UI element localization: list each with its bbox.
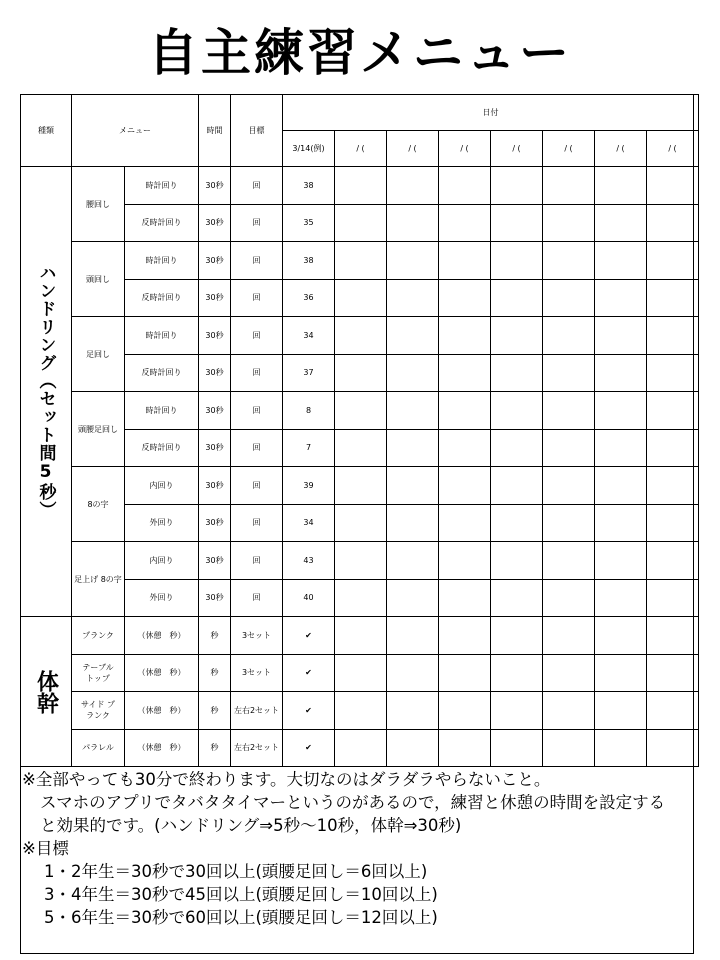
record-cell[interactable] — [335, 654, 387, 692]
exercise-group: 頭回し — [72, 242, 125, 317]
note-line-2: スマホのアプリでタバタタイマーというのがあるので，練習と休憩の時間を設定する — [40, 793, 666, 812]
record-cell[interactable] — [595, 542, 647, 580]
record-cell[interactable] — [491, 354, 543, 392]
header-time: 時間 — [199, 95, 231, 167]
record-cell[interactable] — [387, 504, 439, 542]
record-cell[interactable] — [647, 654, 699, 692]
date-slot-7[interactable]: / ( — [647, 131, 699, 167]
section-core — [21, 617, 72, 767]
record-cell[interactable] — [595, 392, 647, 430]
goal-cell: 回 — [231, 242, 283, 280]
record-cell[interactable] — [439, 354, 491, 392]
record-cell[interactable] — [387, 617, 439, 655]
goal-cell: 回 — [231, 579, 283, 617]
record-cell[interactable] — [491, 654, 543, 692]
record-cell[interactable] — [439, 167, 491, 205]
record-cell[interactable] — [647, 242, 699, 280]
time-cell: 30秒 — [199, 429, 231, 467]
example-cell: 38 — [283, 167, 335, 205]
example-cell: ✔ — [283, 654, 335, 692]
menu-cell: 内回り — [125, 467, 199, 505]
record-cell[interactable] — [335, 317, 387, 355]
record-cell[interactable] — [387, 654, 439, 692]
record-cell[interactable] — [387, 354, 439, 392]
record-cell[interactable] — [335, 167, 387, 205]
exercise-group: 足回し — [72, 317, 125, 392]
record-cell[interactable] — [335, 279, 387, 317]
record-cell[interactable] — [387, 317, 439, 355]
note-line-1: ※全部やっても30分で終わります。大切なのはダラダラやらないこと。 — [22, 770, 551, 789]
record-cell[interactable] — [491, 617, 543, 655]
record-cell[interactable] — [439, 392, 491, 430]
record-cell[interactable] — [647, 392, 699, 430]
goal-cell: 回 — [231, 504, 283, 542]
goal-cell: 3セット — [231, 617, 283, 655]
record-cell[interactable] — [595, 279, 647, 317]
record-cell[interactable] — [491, 429, 543, 467]
record-cell[interactable] — [491, 204, 543, 242]
record-cell[interactable] — [387, 729, 439, 767]
record-cell[interactable] — [595, 242, 647, 280]
date-slot-4[interactable]: / ( — [491, 131, 543, 167]
record-cell[interactable] — [439, 429, 491, 467]
record-cell[interactable] — [439, 317, 491, 355]
record-cell[interactable] — [543, 167, 595, 205]
record-cell[interactable] — [543, 654, 595, 692]
record-cell[interactable] — [543, 429, 595, 467]
goal-cell: 回 — [231, 317, 283, 355]
header-goal: 目標 — [231, 95, 283, 167]
record-cell[interactable] — [491, 542, 543, 580]
date-slot-6[interactable]: / ( — [595, 131, 647, 167]
record-cell[interactable] — [543, 242, 595, 280]
example-cell: 38 — [283, 242, 335, 280]
record-cell[interactable] — [439, 654, 491, 692]
record-cell[interactable] — [647, 467, 699, 505]
record-cell[interactable] — [647, 579, 699, 617]
menu-cell: 時計回り — [125, 167, 199, 205]
record-cell[interactable] — [335, 617, 387, 655]
record-cell[interactable] — [595, 354, 647, 392]
time-cell: 30秒 — [199, 204, 231, 242]
record-cell[interactable] — [647, 429, 699, 467]
goal-cell: 左右2セット — [231, 729, 283, 767]
menu-cell: 時計回り — [125, 392, 199, 430]
record-cell[interactable] — [647, 729, 699, 767]
record-cell[interactable] — [439, 729, 491, 767]
table-row — [21, 317, 699, 355]
goal-cell: 回 — [231, 354, 283, 392]
record-cell[interactable] — [647, 317, 699, 355]
time-cell: 30秒 — [199, 579, 231, 617]
record-cell[interactable] — [595, 654, 647, 692]
example-cell: 35 — [283, 204, 335, 242]
record-cell[interactable] — [543, 579, 595, 617]
menu-cell: 時計回り — [125, 242, 199, 280]
example-cell: ✔ — [283, 729, 335, 767]
date-slot-1[interactable]: / ( — [335, 131, 387, 167]
record-cell[interactable] — [387, 167, 439, 205]
header-type: 種類 — [21, 95, 72, 167]
menu-cell: 外回り — [125, 579, 199, 617]
record-cell[interactable] — [387, 542, 439, 580]
time-cell: 30秒 — [199, 392, 231, 430]
menu-cell: （休憩 秒） — [125, 654, 199, 692]
record-cell[interactable] — [387, 242, 439, 280]
record-cell[interactable] — [647, 692, 699, 730]
table-row — [21, 729, 699, 767]
date-slot-5[interactable]: / ( — [543, 131, 595, 167]
record-cell[interactable] — [335, 542, 387, 580]
record-cell[interactable] — [335, 204, 387, 242]
record-cell[interactable] — [595, 167, 647, 205]
menu-cell: 反時計回り — [125, 279, 199, 317]
time-cell: 秒 — [199, 617, 231, 655]
header-menu: メニュー — [72, 95, 199, 167]
time-cell: 30秒 — [199, 167, 231, 205]
time-cell: 30秒 — [199, 279, 231, 317]
record-cell[interactable] — [595, 204, 647, 242]
record-cell[interactable] — [543, 617, 595, 655]
example-cell: 8 — [283, 392, 335, 430]
record-cell[interactable] — [335, 392, 387, 430]
record-cell[interactable] — [439, 467, 491, 505]
record-cell[interactable] — [647, 204, 699, 242]
time-cell: 秒 — [199, 729, 231, 767]
record-cell[interactable] — [387, 204, 439, 242]
record-cell[interactable] — [439, 579, 491, 617]
goal-cell: 回 — [231, 392, 283, 430]
core-item — [72, 617, 125, 655]
example-cell: ✔ — [283, 692, 335, 730]
example-cell: 40 — [283, 579, 335, 617]
core-item-label: テーブル トップ — [82, 662, 114, 683]
core-item — [72, 729, 125, 767]
record-cell[interactable] — [335, 354, 387, 392]
practice-table — [20, 94, 699, 767]
table-row — [21, 617, 699, 655]
goal-cell: 回 — [231, 542, 283, 580]
record-cell[interactable] — [595, 692, 647, 730]
record-cell[interactable] — [491, 729, 543, 767]
time-cell: 30秒 — [199, 542, 231, 580]
example-cell: 36 — [283, 279, 335, 317]
record-cell[interactable] — [439, 504, 491, 542]
section-handling-label: ハンドリング（セット間5秒） — [35, 264, 56, 519]
menu-cell: （休憩 秒） — [125, 692, 199, 730]
exercise-group: 足上げ 8の字 — [72, 542, 125, 617]
record-cell[interactable] — [491, 467, 543, 505]
table-row — [21, 542, 699, 580]
example-cell: 37 — [283, 354, 335, 392]
note-line-3: と効果的です。(ハンドリング⇒5秒～10秒，体幹⇒30秒) — [40, 816, 462, 835]
section-core-label: 体幹 — [33, 669, 59, 714]
record-cell[interactable] — [335, 504, 387, 542]
date-slot-2[interactable]: / ( — [387, 131, 439, 167]
goal-cell: 回 — [231, 167, 283, 205]
header-date: 日付 — [283, 95, 699, 131]
record-cell[interactable] — [335, 579, 387, 617]
record-cell[interactable] — [543, 542, 595, 580]
record-cell[interactable] — [595, 729, 647, 767]
record-cell[interactable] — [647, 617, 699, 655]
table-row — [21, 242, 699, 280]
note-goal-heading: ※目標 — [22, 839, 69, 858]
menu-cell: 内回り — [125, 542, 199, 580]
notes — [22, 768, 694, 929]
record-cell[interactable] — [335, 429, 387, 467]
record-cell[interactable] — [595, 429, 647, 467]
goal-cell: 回 — [231, 467, 283, 505]
record-cell[interactable] — [491, 504, 543, 542]
table-row — [21, 392, 699, 430]
example-cell: 7 — [283, 429, 335, 467]
record-cell[interactable] — [439, 542, 491, 580]
menu-cell: 反時計回り — [125, 429, 199, 467]
time-cell: 30秒 — [199, 317, 231, 355]
record-cell[interactable] — [543, 692, 595, 730]
table-row — [21, 692, 699, 730]
menu-cell: （休憩 秒） — [125, 729, 199, 767]
record-cell[interactable] — [543, 204, 595, 242]
core-item — [72, 692, 125, 730]
record-cell[interactable] — [491, 392, 543, 430]
example-cell: 39 — [283, 467, 335, 505]
goal-cell: 回 — [231, 279, 283, 317]
menu-cell: 時計回り — [125, 317, 199, 355]
exercise-group: 8の字 — [72, 467, 125, 542]
record-cell[interactable] — [543, 279, 595, 317]
record-cell[interactable] — [491, 692, 543, 730]
date-slot-3[interactable]: / ( — [439, 131, 491, 167]
core-item — [72, 654, 125, 692]
goal-cell: 回 — [231, 429, 283, 467]
record-cell[interactable] — [439, 204, 491, 242]
record-cell[interactable] — [387, 279, 439, 317]
page-title: 自主練習メニュー — [148, 24, 572, 82]
menu-cell: （休憩 秒） — [125, 617, 199, 655]
record-cell[interactable] — [543, 317, 595, 355]
menu-cell: 反時計回り — [125, 204, 199, 242]
time-cell: 30秒 — [199, 354, 231, 392]
record-cell[interactable] — [439, 279, 491, 317]
record-cell[interactable] — [595, 504, 647, 542]
example-cell: 43 — [283, 542, 335, 580]
note-goal-3: 5・6年生＝30秒で60回以上(頭腰足回し＝12回以上) — [44, 908, 438, 927]
exercise-group: 腰回し — [72, 167, 125, 242]
time-cell: 秒 — [199, 654, 231, 692]
record-cell[interactable] — [387, 392, 439, 430]
record-cell[interactable] — [491, 279, 543, 317]
record-cell[interactable] — [543, 729, 595, 767]
record-cell[interactable] — [439, 692, 491, 730]
record-cell[interactable] — [491, 317, 543, 355]
record-cell[interactable] — [595, 317, 647, 355]
table-row — [21, 167, 699, 205]
record-cell[interactable] — [647, 504, 699, 542]
record-cell[interactable] — [595, 579, 647, 617]
record-cell[interactable] — [543, 467, 595, 505]
menu-cell: 外回り — [125, 504, 199, 542]
record-cell[interactable] — [491, 579, 543, 617]
record-cell[interactable] — [439, 242, 491, 280]
header-example-date: 3/14(例) — [283, 131, 335, 167]
record-cell[interactable] — [595, 467, 647, 505]
record-cell[interactable] — [491, 242, 543, 280]
example-cell: 34 — [283, 317, 335, 355]
record-cell[interactable] — [387, 579, 439, 617]
note-goal-2: 3・4年生＝30秒で45回以上(頭腰足回し＝10回以上) — [44, 885, 438, 904]
record-cell[interactable] — [647, 167, 699, 205]
record-cell[interactable] — [387, 467, 439, 505]
record-cell[interactable] — [647, 279, 699, 317]
record-cell[interactable] — [595, 617, 647, 655]
record-cell[interactable] — [335, 692, 387, 730]
record-cell[interactable] — [387, 692, 439, 730]
record-cell[interactable] — [335, 467, 387, 505]
core-item-label: プランク — [82, 630, 114, 640]
record-cell[interactable] — [335, 729, 387, 767]
record-cell[interactable] — [387, 429, 439, 467]
table-row — [21, 467, 699, 505]
record-cell[interactable] — [647, 354, 699, 392]
menu-cell: 反時計回り — [125, 354, 199, 392]
record-cell[interactable] — [543, 354, 595, 392]
record-cell[interactable] — [439, 617, 491, 655]
goal-cell: 3セット — [231, 654, 283, 692]
time-cell: 30秒 — [199, 504, 231, 542]
table-row — [21, 654, 699, 692]
time-cell: 30秒 — [199, 467, 231, 505]
record-cell[interactable] — [543, 392, 595, 430]
core-item-label: サイド プランク — [81, 700, 115, 721]
goal-cell: 左右2セット — [231, 692, 283, 730]
time-cell: 秒 — [199, 692, 231, 730]
example-cell: 34 — [283, 504, 335, 542]
record-cell[interactable] — [543, 504, 595, 542]
section-handling — [21, 167, 72, 617]
example-cell: ✔ — [283, 617, 335, 655]
exercise-group: 頭腰足回し — [72, 392, 125, 467]
time-cell: 30秒 — [199, 242, 231, 280]
core-item-label: パラレル — [82, 743, 114, 753]
record-cell[interactable] — [491, 167, 543, 205]
note-goal-1: 1・2年生＝30秒で30回以上(頭腰足回し＝6回以上) — [44, 862, 428, 881]
goal-cell: 回 — [231, 204, 283, 242]
record-cell[interactable] — [335, 242, 387, 280]
record-cell[interactable] — [647, 542, 699, 580]
